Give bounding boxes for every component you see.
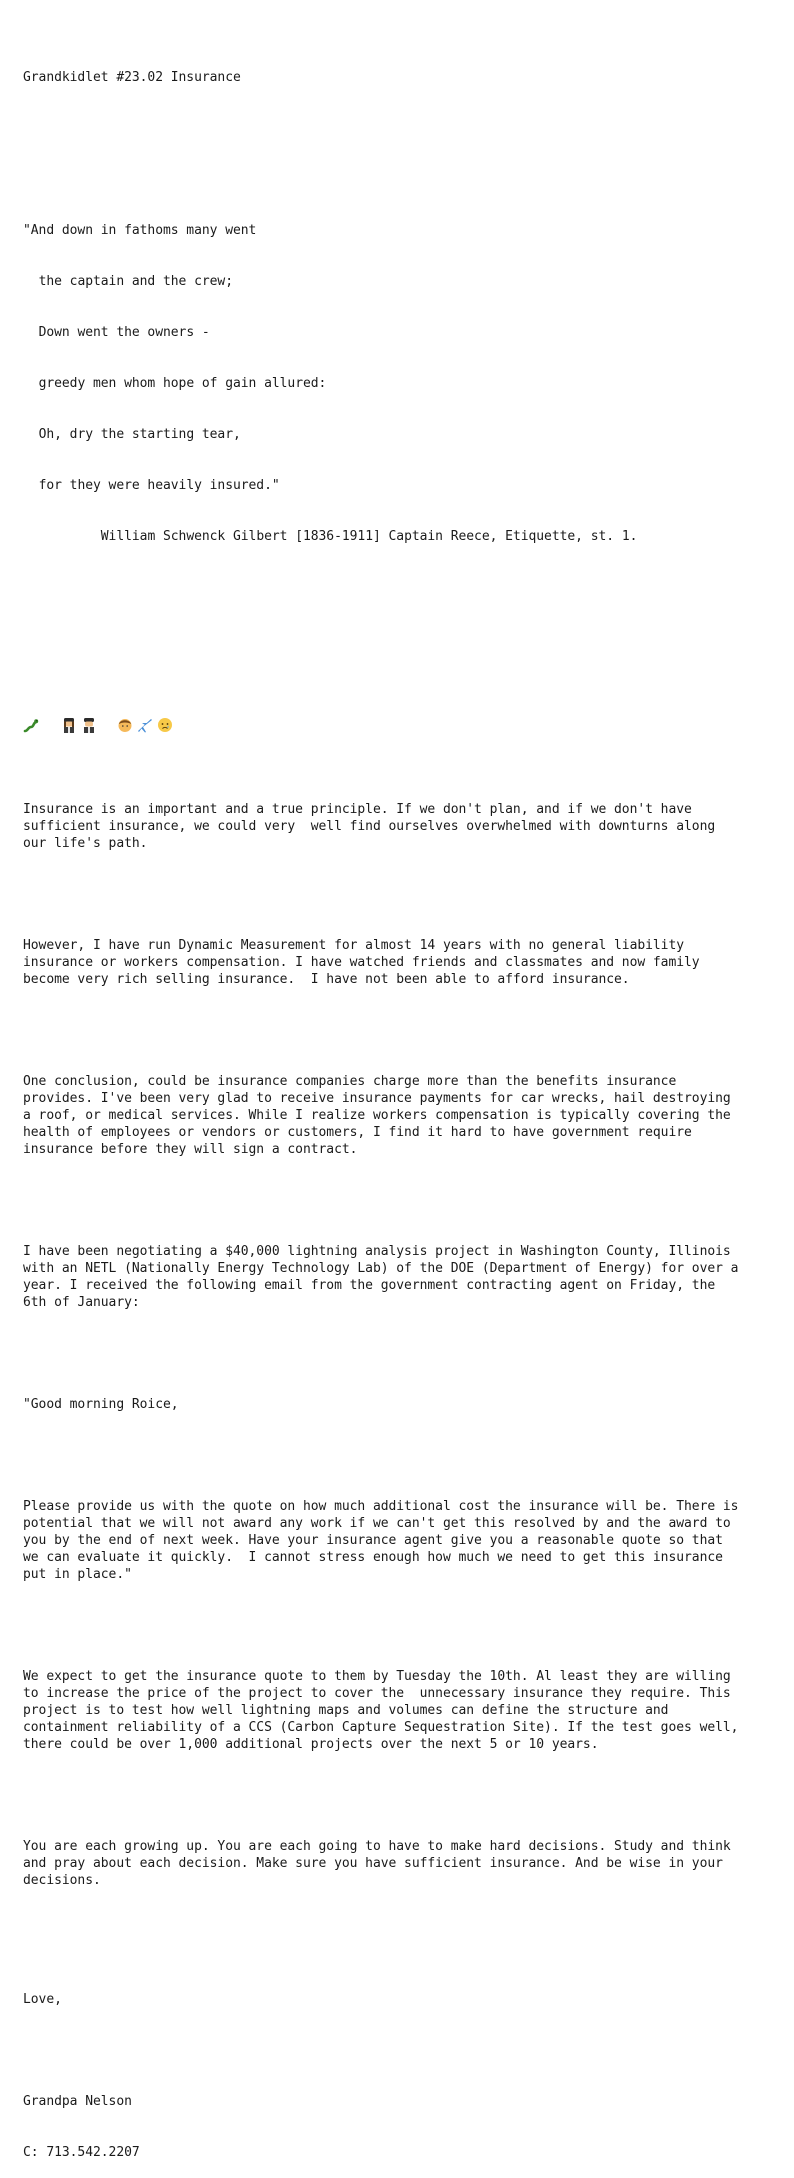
email-body xyxy=(23,35,783,2178)
poem-line: "And down in fathoms many went xyxy=(23,223,257,238)
paragraph: One conclusion, could be insurance companies charge more than the benefits insurance provides. I've been very glad to receive insurance payments for car wrecks, hail destroying a roof, or medical services. While I realize workers compensation is typically covering the health of employees or vendors or customers, I find it hard to have government require insurance before they will sign a contract. xyxy=(23,1074,731,1157)
poem-line: Down went the owners - xyxy=(23,325,210,340)
paragraph: You are each growing up. You are each going to have to make hard decisions. Study and think and pray about each decision. Make sure you have sufficient insurance. And be wise in your decisions. xyxy=(23,1839,731,1888)
crying-face-icon xyxy=(157,683,173,699)
man-pilot-icon xyxy=(81,683,97,699)
signature-phone: C: 713.542.2207 xyxy=(23,2145,140,2160)
signature-name: Grandpa Nelson xyxy=(23,2094,132,2109)
email-title: Grandkidlet #23.02 Insurance xyxy=(23,70,241,85)
quoted-email: Please provide us with the quote on how much additional cost the insurance will be. There is potential that we will not award any work if we can't get this resolved by and the award to you by the end of next week. Have your insurance agent give you a reasonable quote so that we can evaluate it quickly. I cannot stress enough how much we need to get this insurance put in place." xyxy=(23,1499,739,1582)
poem-quote xyxy=(23,188,783,579)
paragraph: I have been negotiating a $40,000 lightning analysis project in Washington County, Illinois with an NETL (Nationally Energy Technology Lab) of the DOE (Department of Energy) for over a year. I received the following email from the government contracting agent on Friday, the 6th of January: xyxy=(23,1244,739,1310)
airplane-icon xyxy=(137,683,153,699)
paragraph: However, I have run Dynamic Measurement for almost 14 years with no general liability insurance or workers compensation. I have watched friends and classmates and now family become very rich selling insurance. I have not been able to afford insurance. xyxy=(23,938,700,987)
poem-line: Oh, dry the starting tear, xyxy=(23,427,241,442)
paragraph: Insurance is an important and a true principle. If we don't plan, and if we don't have sufficient insurance, we could very well find ourselves overwhelmed with downturns along our life's path. xyxy=(23,802,716,851)
poem-attribution: William Schwenck Gilbert [1836-1911] Captain Reece, Etiquette, st. 1. xyxy=(23,529,638,544)
salutation: Love, xyxy=(23,1992,62,2007)
poem-line: for they were heavily insured." xyxy=(23,478,280,493)
poem-line: the captain and the crew; xyxy=(23,274,233,289)
poem-line: greedy men whom hope of gain allured: xyxy=(23,376,327,391)
snake-icon xyxy=(23,683,39,699)
emoji-row xyxy=(23,679,783,703)
woman-pilot-icon xyxy=(61,683,77,699)
boy-icon xyxy=(117,683,133,699)
paragraph: We expect to get the insurance quote to them by Tuesday the 10th. Al least they are willing to increase the price of the project to cover the unnecessary insurance they require. This project is to test how well lightning maps and volumes can define the structure and containment reliability of a CCS (Carbon Capture Sequestration Site). If the test goes well, there could be over 1,000 additional projects over the next 5 or 10 years. xyxy=(23,1669,739,1752)
quoted-greeting: "Good morning Roice, xyxy=(23,1397,179,1412)
